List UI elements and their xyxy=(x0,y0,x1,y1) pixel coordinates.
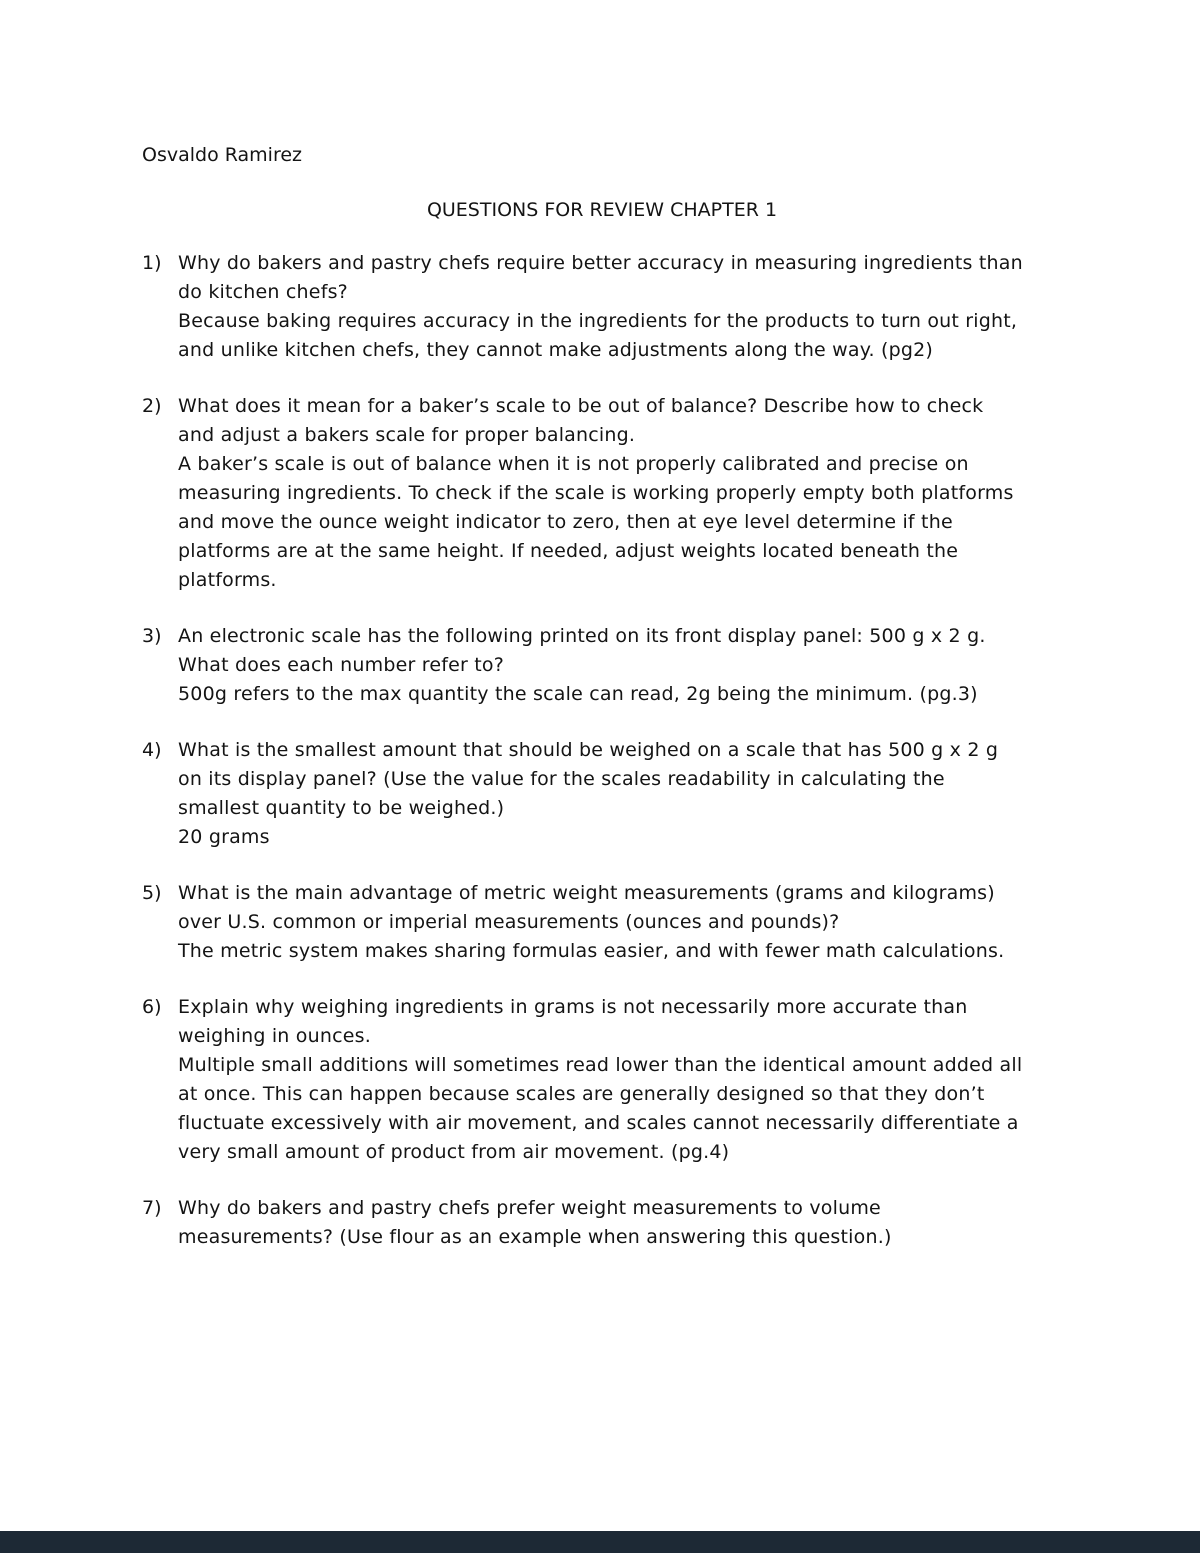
question-line: Why do bakers and pastry chefs prefer weight measurements to volume measurements? (Use flour as an example when answering this question.) xyxy=(178,1197,892,1248)
question-body xyxy=(178,879,1024,966)
question-body xyxy=(178,392,1024,595)
question-line: Multiple small additions will sometimes read lower than the identical amount added all at once. This can happen because scales are generally designed so that they don’t fluctuate excessively with air movement, and scales cannot necessarily differentiate a very small amount of product from air movement. (pg.4) xyxy=(178,1054,1023,1163)
list-item xyxy=(142,736,1062,852)
question-number: 1) xyxy=(142,252,162,274)
footer-bar xyxy=(0,1531,1200,1553)
list-item xyxy=(142,392,1062,595)
question-line: What does it mean for a baker’s scale to be out of balance? Describe how to check and adjust a bakers scale for proper balancing. xyxy=(178,395,984,446)
question-body xyxy=(178,622,1024,709)
question-line: 20 grams xyxy=(178,826,270,848)
questions-list xyxy=(142,249,1062,1252)
list-item xyxy=(142,622,1062,709)
question-body xyxy=(178,993,1024,1167)
list-item xyxy=(142,249,1062,365)
question-line: An electronic scale has the following printed on its front display panel: 500 g x 2 g. What does each number refer to? xyxy=(178,625,986,676)
question-number: 5) xyxy=(142,882,162,904)
question-line: The metric system makes sharing formulas easier, and with fewer math calculations. xyxy=(178,940,1005,962)
question-line: A baker’s scale is out of balance when it is not properly calibrated and precise on measuring ingredients. To check if the scale is working properly empty both platforms and move the ounce weight indicator to zero, then at eye level determine if the platforms are at the same height. If needed, adjust weights located beneath the platforms. xyxy=(178,453,1014,591)
question-line: Because baking requires accuracy in the ingredients for the products to turn out right, and unlike kitchen chefs, they cannot make adjustments along the way. (pg2) xyxy=(178,310,1018,361)
question-number: 3) xyxy=(142,625,162,647)
question-number: 4) xyxy=(142,739,162,761)
list-item xyxy=(142,993,1062,1167)
author-name: Osvaldo Ramirez xyxy=(142,144,303,166)
list-item xyxy=(142,879,1062,966)
question-line: Explain why weighing ingredients in grams is not necessarily more accurate than weighing in ounces. xyxy=(178,996,968,1047)
question-line: What is the main advantage of metric weight measurements (grams and kilograms) over U.S. common or imperial measurements (ounces and pounds)? xyxy=(178,882,995,933)
list-item xyxy=(142,1194,1062,1252)
question-body xyxy=(178,249,1024,365)
question-body xyxy=(178,736,1024,852)
page-title: QUESTIONS FOR REVIEW CHAPTER 1 xyxy=(426,199,778,221)
question-number: 7) xyxy=(142,1197,162,1219)
question-line: 500g refers to the max quantity the scale can read, 2g being the minimum. (pg.3) xyxy=(178,683,978,705)
question-line: Why do bakers and pastry chefs require better accuracy in measuring ingredients than do kitchen chefs? xyxy=(178,252,1023,303)
question-line: What is the smallest amount that should be weighed on a scale that has 500 g x 2 g on its display panel? (Use the value for the scales readability in calculating the smallest quantity to be weighed.) xyxy=(178,739,999,819)
question-number: 6) xyxy=(142,996,162,1018)
question-body xyxy=(178,1194,1024,1252)
question-number: 2) xyxy=(142,395,162,417)
